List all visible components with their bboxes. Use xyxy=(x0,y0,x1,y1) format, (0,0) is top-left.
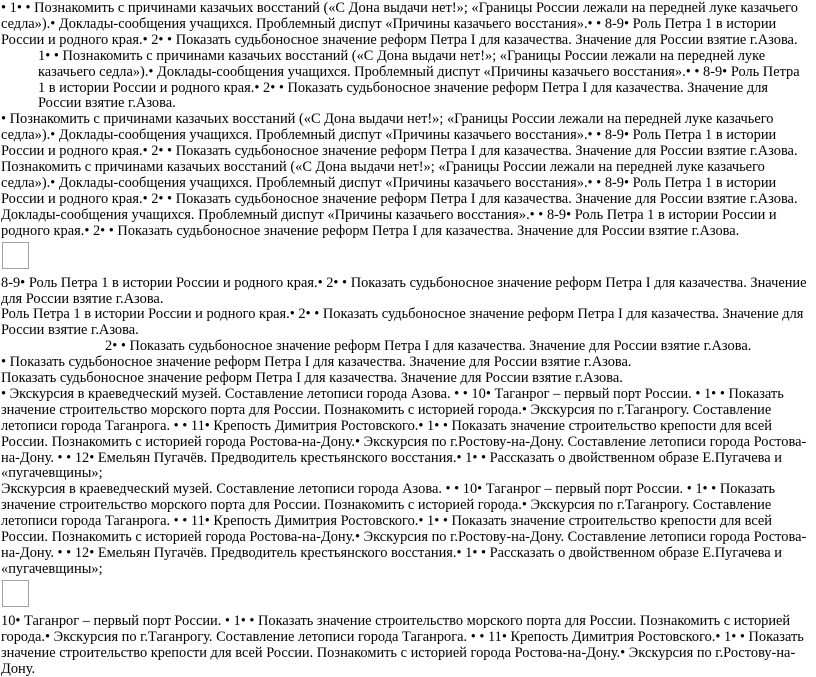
paragraph-4: Познакомить с причинами казачьих восстаний («С Дона выдачи нет!»; «Границы России лежали на передней луке казачьего седла»).• Доклады-сообщения учащихся. Проблемный диспут «Причины казачьего восстания».• • 8-9• Роль Петра 1 в истории России и родного края.• 2• • Показать судьбоносное значение реформ Петра I для казачества. Значение для России взятие г.Азова. xyxy=(1,159,798,207)
paragraph-6: 8-9• Роль Петра 1 в истории России и родного края.• 2• • Показать судьбоносное значение реформ Петра I для казачества. Значение для России взятие г.Азова. xyxy=(1,274,807,307)
paragraph-5: Доклады-сообщения учащихся. Проблемный диспут «Причины казачьего восстания».• • 8-9• Роль Петра 1 в истории России и родного края.• 2• • Показать судьбоносное значение реформ Петра I для казачества. Значение для России взятие г.Азова. xyxy=(1,206,777,239)
paragraph-11: • Экскурсия в краеведческий музей. Составление летописи города Азова. • • 10• Таганрог – первый порт России. • 1• • Показать значение строительство морского порта для России. Познакомить с историей города.• Экскурсия по г.Таганрогу. Составление летописи города Таганрога. • • 11• Крепость Димитрия Ростовского.• 1• • Показать значение строительство крепости для всей России. Познакомить с историей города Ростова-на-Дону.• Экскурсия по г.Ростову-на-Дону. Составление летописи города Ростова-на-Дону. • • 12• Емельян Пугачёв. Предводитель крестьянского восстания.• 1• • Рассказать о двойственном образе Е.Пугачева и «пугачевщины»; xyxy=(1,385,807,482)
paragraph-12: Экскурсия в краеведческий музей. Составление летописи города Азова. • • 10• Таганрог – первый порт России. • 1• • Показать значение строительство морского порта для России. Познакомить с историей города.• Экскурсия по г.Таганрогу. Составление летописи города Таганрога. • • 11• Крепость Димитрия Ростовского.• 1• • Показать значение строительство крепости для всей России. Познакомить с историей города Ростова-на-Дону.• Экскурсия по г.Ростову-на-Дону. Составление летописи города Ростова-на-Дону. • • 12• Емельян Пугачёв. Предводитель крестьянского восстания.• 1• • Рассказать о двойственном образе Е.Пугачева и «пугачевщины»; xyxy=(1,481,807,577)
paragraph-9: • Показать судьбоносное значение реформ Петра I для казачества. Значение для России взятие г.Азова. xyxy=(1,354,632,371)
paragraph-8: 2• • Показать судьбоносное значение реформ Петра I для казачества. Значение для России взятие г.Азова. xyxy=(105,338,752,355)
paragraph-1: • 1• • Познакомить с причинами казачьих восстаний («С Дона выдачи нет!»; «Границы России лежали на передней луке казачьего седла»).• Доклады-сообщения учащихся. Проблемный диспут «Причины казачьего восстания».• • 8-9• Роль Петра 1 в истории России и родного края.• 2• • Показать судьбоносное значение реформ Петра I для казачества. Значение для России взятие г.Азова. xyxy=(1,0,798,48)
document-body xyxy=(1,1,809,677)
paragraph-10: Показать судьбоносное значение реформ Петра I для казачества. Значение для России взятие г.Азова. xyxy=(1,370,623,387)
empty-image-placeholder xyxy=(2,242,29,269)
paragraph-3: • Познакомить с причинами казачьих восстаний («С Дона выдачи нет!»; «Границы России лежали на передней луке казачьего седла»).• Доклады-сообщения учащихся. Проблемный диспут «Причины казачьего восстания».• • 8-9• Роль Петра 1 в истории России и родного края.• 2• • Показать судьбоносное значение реформ Петра I для казачества. Значение для России взятие г.Азова. xyxy=(1,111,798,160)
empty-image-placeholder xyxy=(2,580,29,607)
paragraph-7: Роль Петра 1 в истории России и родного края.• 2• • Показать судьбоносное значение реформ Петра I для казачества. Значение для России взятие г.Азова. xyxy=(1,306,804,339)
paragraph-13: 10• Таганрог – первый порт России. • 1• • Показать значение строительство морского порта для России. Познакомить с историей города.• Экскурсия по г.Таганрогу. Составление летописи города Таганрога. • • 11• Крепость Димитрия Ростовского.• 1• • Показать значение строительство крепости для всей России. Познакомить с историей города Ростова-на-Дону.• Экскурсия по г.Ростову-на-Дону. xyxy=(1,612,804,677)
paragraph-2: 1• • Познакомить с причинами казачьих восстаний («С Дона выдачи нет!»; «Границы России лежали на передней луке казачьего седла»).• Доклады-сообщения учащихся. Проблемный диспут «Причины казачьего восстания».• • 8-9• Роль Петра 1 в истории России и родного края.• 2• • Показать судьбоносное значение реформ Петра I для казачества. Значение для России взятие г.Азова. xyxy=(38,47,800,112)
